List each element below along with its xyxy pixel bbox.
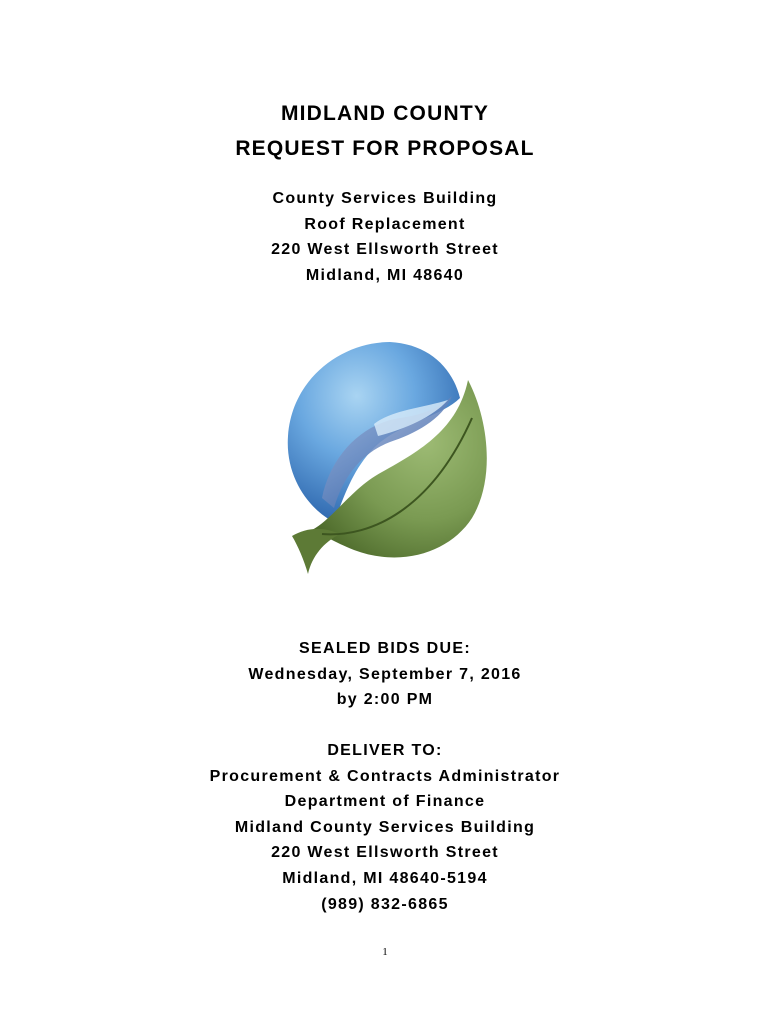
leaf-stem-shape <box>292 529 340 574</box>
project-work: Roof Replacement <box>304 215 466 233</box>
deliver-city: Midland, MI 48640-5194 <box>282 869 488 887</box>
bids-due-heading: SEALED BIDS DUE: <box>299 640 471 657</box>
deliver-building: Midland County Services Building <box>234 818 536 836</box>
project-info <box>0 186 770 288</box>
deliver-department: Department of Finance <box>284 793 486 811</box>
page-number: 1 <box>382 946 388 958</box>
project-building: County Services Building <box>272 190 498 207</box>
water-leaf-logo-icon <box>282 338 494 578</box>
project-street: 220 West Ellsworth Street <box>271 241 499 259</box>
bids-due-date: Wednesday, September 7, 2016 <box>248 665 522 683</box>
deliver-recipient: Procurement & Contracts Administrator <box>209 767 561 785</box>
document-type: REQUEST FOR PROPOSAL <box>235 137 535 160</box>
document-title <box>0 96 770 166</box>
organization-name: MIDLAND COUNTY <box>280 102 490 125</box>
bids-due-time: by 2:00 PM <box>336 691 434 709</box>
bids-due-section <box>0 636 770 713</box>
deliver-phone: (989) 832-6865 <box>321 895 449 913</box>
project-city: Midland, MI 48640 <box>305 266 465 284</box>
deliver-heading: DELIVER TO: <box>327 742 443 759</box>
deliver-street: 220 West Ellsworth Street <box>271 844 499 862</box>
deliver-to-section <box>0 738 770 917</box>
